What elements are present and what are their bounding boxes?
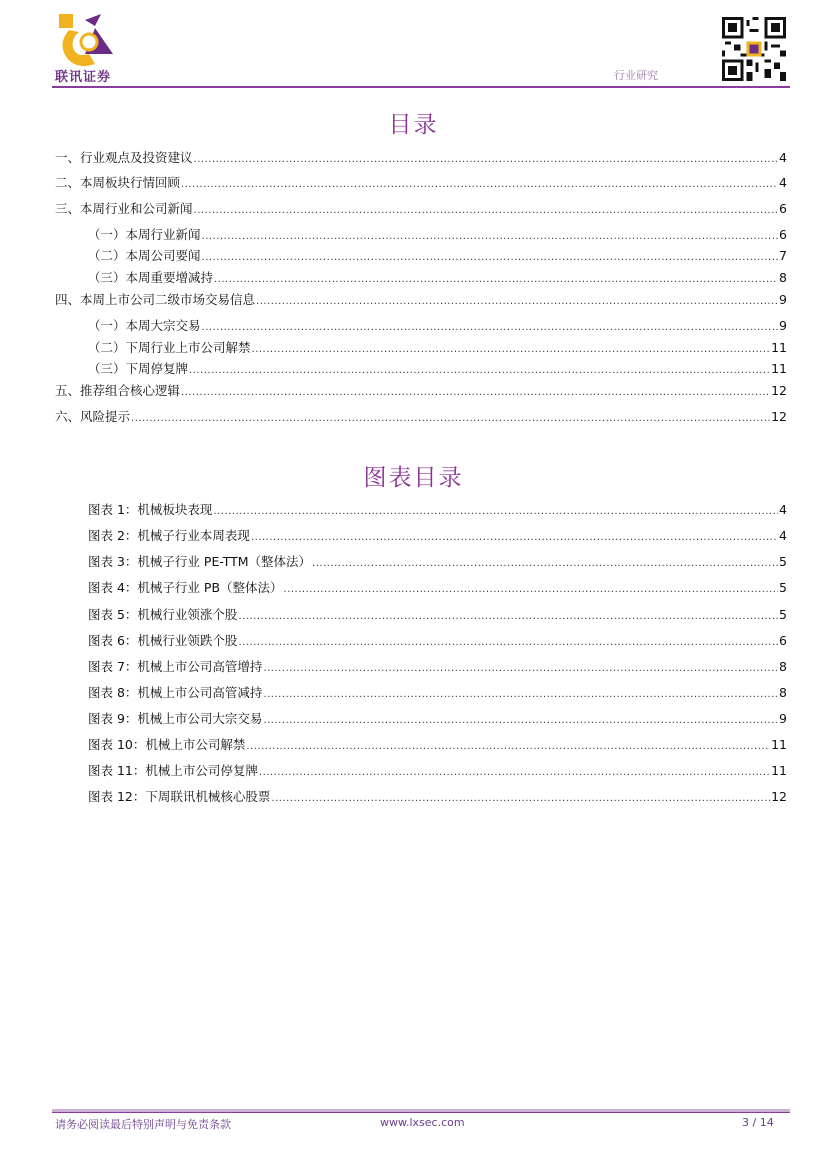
entry-label: 五、推荐组合核心逻辑 bbox=[55, 383, 181, 398]
dot-leader bbox=[271, 793, 770, 804]
entry-label: 图表 10：机械上市公司解禁 bbox=[88, 737, 246, 752]
entry-page-number: 5 bbox=[779, 607, 787, 622]
entry-page-number: 8 bbox=[779, 659, 787, 674]
dot-leader bbox=[238, 611, 778, 622]
figure-entry[interactable] bbox=[88, 631, 787, 649]
dot-leader bbox=[202, 231, 779, 242]
figure-entry[interactable] bbox=[88, 683, 787, 701]
entry-label: 图表 6：机械行业领跌个股 bbox=[88, 633, 238, 648]
entry-label: 二、本周板块行情回顾 bbox=[55, 175, 181, 190]
entry-label: （一）本周大宗交易 bbox=[88, 318, 201, 333]
dot-leader bbox=[251, 532, 778, 543]
toc-entry[interactable] bbox=[55, 199, 787, 217]
dot-leader bbox=[202, 322, 779, 333]
dot-leader bbox=[284, 584, 779, 595]
entry-label: 图表 2：机械子行业本周表现 bbox=[88, 528, 250, 543]
figure-entry[interactable] bbox=[88, 605, 787, 623]
footer-disclaimer[interactable]: 请务必阅读最后特别声明与免责条款 bbox=[55, 1118, 231, 1131]
entry-page-number: 9 bbox=[779, 292, 787, 307]
entry-label: （一）本周行业新闻 bbox=[88, 227, 201, 242]
toc-entry[interactable] bbox=[55, 148, 787, 166]
figure-entry[interactable] bbox=[88, 552, 787, 570]
header-divider bbox=[52, 86, 790, 88]
entry-page-number: 8 bbox=[779, 685, 787, 700]
entry-label: （三）下周停复牌 bbox=[88, 361, 189, 376]
toc-entry[interactable] bbox=[88, 338, 787, 356]
figure-entry[interactable] bbox=[88, 578, 787, 596]
toc-entry[interactable] bbox=[88, 359, 787, 377]
dot-leader bbox=[238, 637, 778, 648]
entry-page-number: 5 bbox=[779, 580, 787, 595]
entry-page-number: 12 bbox=[771, 383, 787, 398]
figure-entry[interactable] bbox=[88, 735, 787, 753]
entry-page-number: 7 bbox=[779, 248, 787, 263]
page-header bbox=[0, 0, 827, 96]
entry-page-number: 11 bbox=[771, 763, 787, 778]
figure-entry[interactable] bbox=[88, 657, 787, 675]
toc-entry[interactable] bbox=[88, 246, 787, 264]
toc-entry[interactable] bbox=[88, 268, 787, 286]
entry-label: 四、本周上市公司二级市场交易信息 bbox=[55, 292, 256, 307]
dot-leader bbox=[259, 767, 770, 778]
entry-page-number: 6 bbox=[779, 227, 787, 242]
figure-entry[interactable] bbox=[88, 709, 787, 727]
entry-page-number: 9 bbox=[779, 318, 787, 333]
dot-leader bbox=[181, 387, 770, 398]
dot-leader bbox=[263, 715, 778, 726]
dot-leader bbox=[263, 689, 778, 700]
entry-page-number: 6 bbox=[779, 633, 787, 648]
entry-label: 图表 7：机械上市公司高管增持 bbox=[88, 659, 263, 674]
entry-label: 图表 8：机械上市公司高管减持 bbox=[88, 685, 263, 700]
figure-entry[interactable] bbox=[88, 500, 787, 518]
dot-leader bbox=[189, 365, 770, 376]
entry-page-number: 11 bbox=[771, 361, 787, 376]
footer-divider-thin bbox=[52, 1112, 790, 1113]
figures-title: 图表目录 bbox=[363, 465, 464, 491]
entry-page-number: 5 bbox=[779, 554, 787, 569]
entry-label: 六、风险提示 bbox=[55, 409, 131, 424]
entry-label: （二）下周行业上市公司解禁 bbox=[88, 340, 251, 355]
entry-label: （三）本周重要增减持 bbox=[88, 270, 214, 285]
toc-entry[interactable] bbox=[55, 173, 787, 191]
figure-entry[interactable] bbox=[88, 761, 787, 779]
dot-leader bbox=[214, 274, 778, 285]
dot-leader bbox=[252, 344, 771, 355]
entry-page-number: 8 bbox=[779, 270, 787, 285]
toc-entry[interactable] bbox=[55, 407, 787, 425]
figure-entry[interactable] bbox=[88, 787, 787, 805]
entry-page-number: 4 bbox=[779, 150, 787, 165]
dot-leader bbox=[312, 558, 778, 569]
dot-leader bbox=[194, 205, 779, 216]
dot-leader bbox=[263, 663, 778, 674]
entry-page-number: 4 bbox=[779, 502, 787, 517]
dot-leader bbox=[246, 741, 770, 752]
entry-label: 图表 11：机械上市公司停复牌 bbox=[88, 763, 258, 778]
entry-label: 图表 12：下周联讯机械核心股票 bbox=[88, 789, 271, 804]
dot-leader bbox=[181, 179, 778, 190]
entry-label: （二）本周公司要闻 bbox=[88, 248, 201, 263]
toc-entry[interactable] bbox=[88, 225, 787, 243]
footer-website[interactable]: www.lxsec.com bbox=[380, 1116, 465, 1129]
dot-leader bbox=[131, 413, 770, 424]
entry-label: 图表 3：机械子行业 PE-TTM（整体法） bbox=[88, 554, 312, 569]
entry-page-number: 6 bbox=[779, 201, 787, 216]
footer-page-indicator: 3 / 14 bbox=[742, 1116, 774, 1129]
dot-leader bbox=[194, 154, 779, 165]
dot-leader bbox=[213, 506, 778, 517]
entry-label: 一、行业观点及投资建议 bbox=[55, 150, 193, 165]
company-name: 联讯证券 bbox=[55, 70, 112, 85]
entry-label: 图表 1：机械板块表现 bbox=[88, 502, 213, 517]
entry-page-number: 4 bbox=[779, 175, 787, 190]
dot-leader bbox=[202, 252, 779, 263]
qr-code-icon bbox=[722, 17, 786, 81]
figure-entry[interactable] bbox=[88, 526, 787, 544]
entry-label: 图表 5：机械行业领涨个股 bbox=[88, 607, 238, 622]
entry-page-number: 9 bbox=[779, 711, 787, 726]
toc-entry[interactable] bbox=[55, 381, 787, 399]
entry-page-number: 12 bbox=[771, 789, 787, 804]
toc-title: 目录 bbox=[388, 112, 439, 138]
entry-page-number: 11 bbox=[771, 737, 787, 752]
entry-label: 图表 4：机械子行业 PB（整体法） bbox=[88, 580, 283, 595]
dot-leader bbox=[256, 296, 778, 307]
entry-page-number: 4 bbox=[779, 528, 787, 543]
entry-label: 三、本周行业和公司新闻 bbox=[55, 201, 193, 216]
entry-label: 图表 9：机械上市公司大宗交易 bbox=[88, 711, 263, 726]
toc-entry[interactable] bbox=[88, 316, 787, 334]
entry-page-number: 12 bbox=[771, 409, 787, 424]
report-category: 行业研究 bbox=[614, 69, 658, 82]
entry-page-number: 11 bbox=[771, 340, 787, 355]
toc-entry[interactable] bbox=[55, 290, 787, 308]
